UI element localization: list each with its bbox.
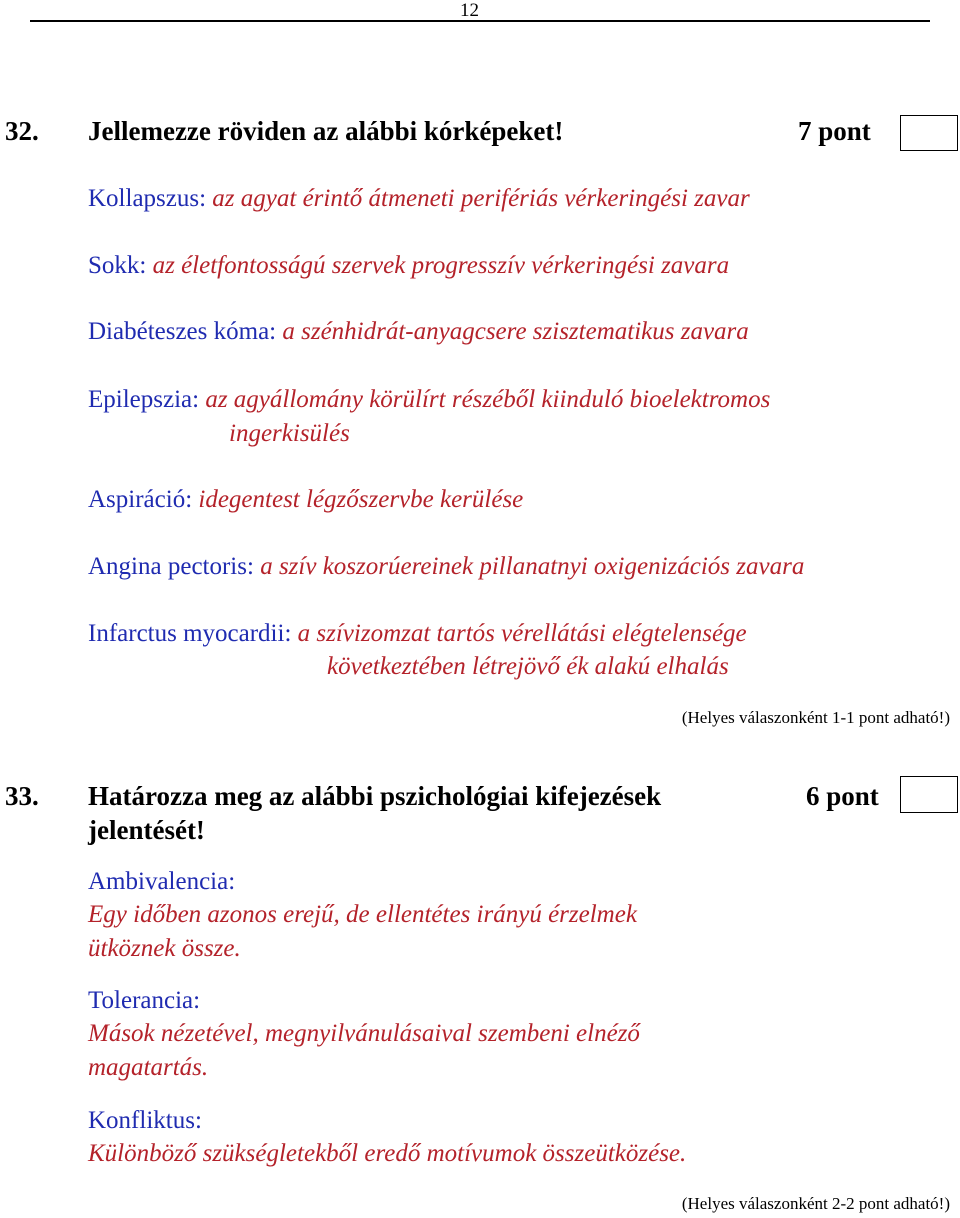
q32-item-infarctus-myocardii xyxy=(88,620,747,648)
q32-item-kollapszus xyxy=(88,185,750,213)
q32-item-angina-pectoris xyxy=(88,553,804,581)
q33-answer-tolerancia: Mások nézetével, megnyilvánulásaival szembeni elnéző xyxy=(88,1020,640,1047)
q33-points: 6 pont xyxy=(806,781,879,811)
q33-answer-ambivalencia-continued: ütköznek össze. xyxy=(88,935,241,962)
q32-points: 7 pont xyxy=(798,116,871,146)
q33-number: 33. xyxy=(5,781,39,811)
q32-item-aspiracio xyxy=(88,486,523,514)
item-answer: az agyat érintő átmeneti perifériás vérkeringési zavar xyxy=(212,185,750,212)
q33-answer-ambivalencia: Egy időben azonos erejű, de ellentétes irányú érzelmek xyxy=(88,901,637,928)
q33-score-box[interactable] xyxy=(900,776,958,813)
item-term: Infarctus myocardii: xyxy=(88,620,298,647)
q33-scoring-note: (Helyes válaszonként 2-2 pont adható!) xyxy=(681,1194,950,1213)
item-term: Aspiráció: xyxy=(88,486,199,513)
header-rule xyxy=(30,20,930,22)
item-answer: az agyállomány körülírt részéből kiinduló bioelektromos xyxy=(205,386,771,413)
q33-answer-konfliktus: Különböző szükségletekből eredő motívumok összeütközése. xyxy=(88,1140,687,1167)
q32-scoring-note: (Helyes válaszonként 1-1 pont adható!) xyxy=(681,708,950,727)
q33-term-konfliktus: Konfliktus: xyxy=(88,1107,202,1134)
item-answer-continued: ingerkisülés xyxy=(229,420,350,447)
item-term: Diabéteszes kóma: xyxy=(88,318,283,345)
page-number: 12 xyxy=(460,0,479,21)
q33-term-tolerancia: Tolerancia: xyxy=(88,987,201,1014)
q33-title: Határozza meg az alábbi pszichológiai kifejezések xyxy=(88,781,662,811)
item-answer: idegentest légzőszervbe kerülése xyxy=(198,486,524,513)
item-answer: az életfontosságú szervek progresszív vérkeringési zavara xyxy=(152,252,730,279)
q32-number: 32. xyxy=(5,116,39,146)
q32-item-epilepszia xyxy=(88,386,770,414)
q32-score-box[interactable] xyxy=(900,115,958,151)
q32-item-diabeteszes-koma xyxy=(88,318,749,346)
item-term: Kollapszus: xyxy=(88,185,213,212)
item-term: Epilepszia: xyxy=(88,386,206,413)
q33-title-continued: jelentését! xyxy=(88,815,205,845)
item-answer: a szív koszorúereinek pillanatnyi oxigenizációs zavara xyxy=(260,553,805,580)
item-term: Sokk: xyxy=(88,252,153,279)
q32-item-sokk xyxy=(88,252,729,280)
item-term: Angina pectoris: xyxy=(88,553,261,580)
q33-term-ambivalencia: Ambivalencia: xyxy=(88,868,236,895)
item-answer: a szívizomzat tartós vérellátási elégtelensége xyxy=(297,620,747,647)
q33-answer-tolerancia-continued: magatartás. xyxy=(88,1054,209,1081)
item-answer: a szénhidrát-anyagcsere szisztematikus zavara xyxy=(282,318,749,345)
q32-title: Jellemezze röviden az alábbi kórképeket! xyxy=(88,116,564,146)
item-answer-continued: következtében létrejövő ék alakú elhalás xyxy=(327,653,729,680)
